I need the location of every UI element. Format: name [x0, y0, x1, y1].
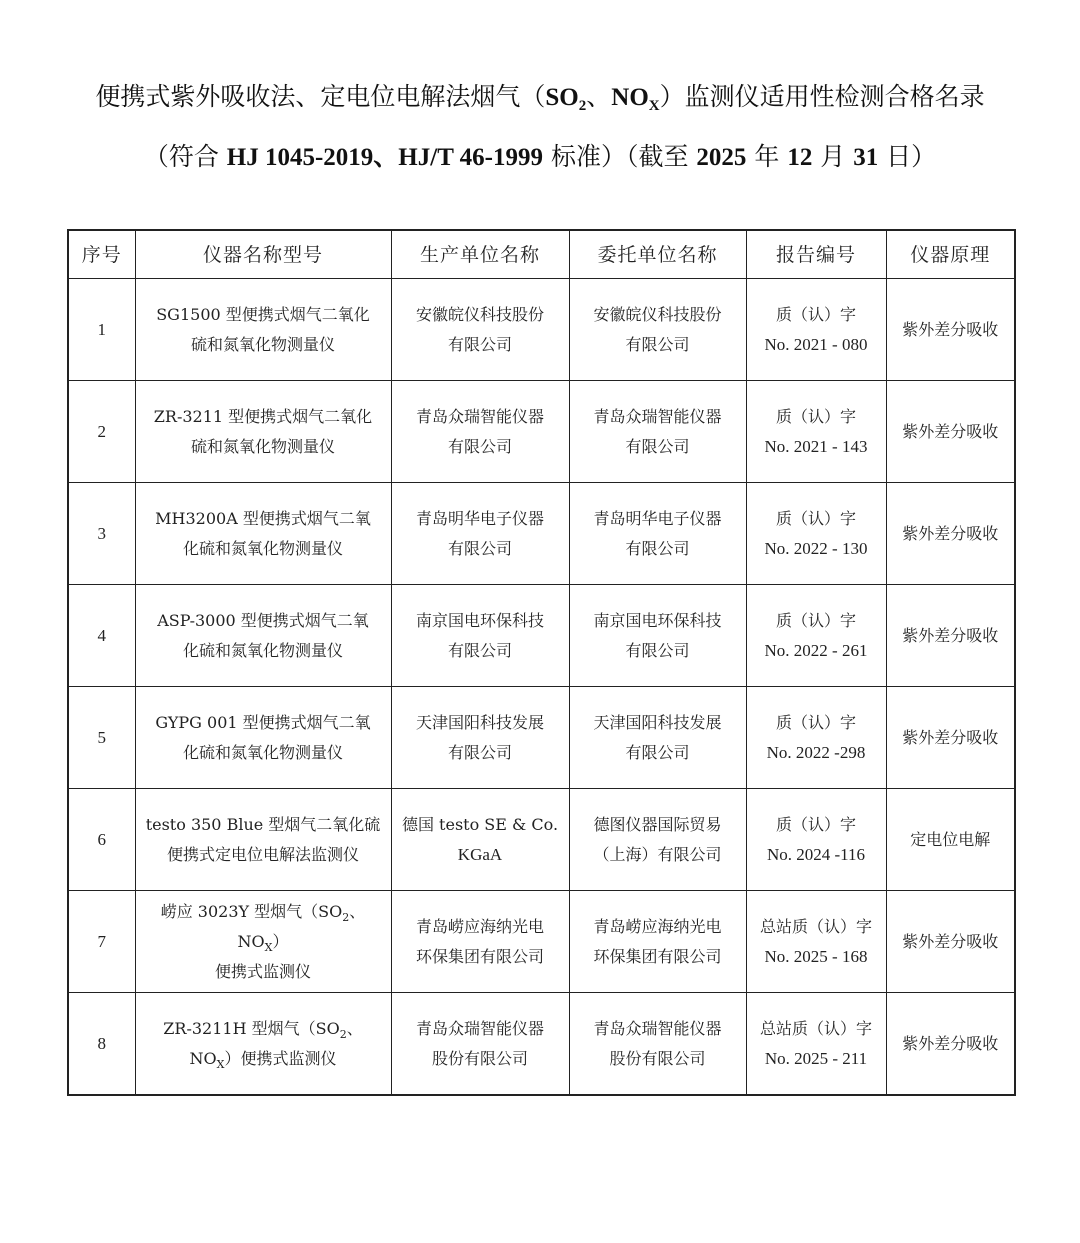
table-row: [68, 891, 1015, 993]
header-principle: 仪器原理: [886, 230, 1015, 279]
cell-line: No. 2024 -116: [766, 844, 866, 864]
cell-client: [569, 687, 746, 789]
cell-line: 总站质（认）字: [759, 1018, 872, 1038]
cell-line: 有限公司: [447, 334, 512, 354]
subtitle-text-d: 月: [812, 142, 854, 171]
cell-line: [142, 1014, 385, 1044]
cell-report-number: [746, 687, 886, 789]
cell-line: No. 2022 -298: [766, 742, 866, 762]
cell-line: 德国 testo SE & Co.: [401, 814, 559, 834]
name-text: ）便携式监测仪: [224, 1048, 337, 1068]
name-text: NO: [189, 1048, 217, 1068]
title-no: NO: [611, 84, 649, 111]
cell-principle: 紫外差分吸收: [886, 585, 1015, 687]
cell-line: 安徽皖仪科技股份: [415, 304, 544, 324]
cell-serial: 1: [68, 279, 135, 381]
table-row: [68, 993, 1015, 1096]
subtitle-standards: HJ 1045-2019、HJ/T 46-1999: [226, 144, 543, 171]
cell-line: 青岛崂应海纳光电: [415, 916, 544, 936]
subtitle-text-a: （符合: [143, 142, 227, 171]
cell-instrument-name: [135, 891, 391, 993]
cell-client: [569, 993, 746, 1096]
table-row: [68, 687, 1015, 789]
cell-instrument-name: [135, 381, 391, 483]
cell-line: 质（认）字: [775, 814, 856, 834]
cell-serial: 7: [68, 891, 135, 993]
cell-line: 有限公司: [625, 538, 690, 558]
title-sep: 、: [586, 82, 612, 111]
cell-line: KGaA: [457, 844, 503, 864]
cell-line: 环保集团有限公司: [415, 946, 544, 966]
cell-client: [569, 381, 746, 483]
subtitle-year: 2025: [696, 144, 747, 171]
table-row: [68, 483, 1015, 585]
cell-line: No. 2022 - 130: [764, 538, 868, 558]
name-text: ）: [272, 931, 289, 951]
cell-line: 青岛众瑞智能仪器: [415, 406, 544, 426]
cell-line: ASP-3000 型便携式烟气二氧: [157, 610, 369, 630]
cell-line: testo 350 Blue 型烟气二氧化硫: [145, 814, 381, 834]
title-so-sub: 2: [578, 98, 587, 114]
cell-line: 青岛众瑞智能仪器: [415, 1018, 544, 1038]
header-report-number: 报告编号: [746, 230, 886, 279]
header-instrument-name: 仪器名称型号: [135, 230, 391, 279]
cell-instrument-name: [135, 993, 391, 1096]
table-row: [68, 789, 1015, 891]
cell-serial: 4: [68, 585, 135, 687]
cell-report-number: [746, 993, 886, 1096]
cell-instrument-name: [135, 687, 391, 789]
cell-line: 有限公司: [625, 640, 690, 660]
cell-instrument-name: [135, 789, 391, 891]
cell-report-number: [746, 279, 886, 381]
table-row: [68, 279, 1015, 381]
name-sub: X: [264, 940, 273, 954]
cell-line: 股份有限公司: [431, 1048, 528, 1068]
table-row: [68, 585, 1015, 687]
cell-client: [569, 789, 746, 891]
header-client: 委托单位名称: [569, 230, 746, 279]
cell-instrument-name: [135, 279, 391, 381]
cell-serial: 8: [68, 993, 135, 1096]
cell-line: 南京国电环保科技: [593, 610, 722, 630]
cell-client: [569, 279, 746, 381]
cell-line: 有限公司: [447, 640, 512, 660]
cell-line: 便携式监测仪: [214, 961, 311, 981]
cell-line: 硫和氮氧化物测量仪: [190, 436, 335, 456]
cell-instrument-name: [135, 585, 391, 687]
cell-serial: 6: [68, 789, 135, 891]
cell-line: 便携式定电位电解法监测仪: [166, 844, 359, 864]
cell-line: No. 2025 - 211: [764, 1048, 868, 1068]
header-manufacturer: 生产单位名称: [391, 230, 569, 279]
cell-serial: 2: [68, 381, 135, 483]
cell-line: ZR-3211 型便携式烟气二氧化: [153, 406, 373, 426]
cell-line: 青岛明华电子仪器: [593, 508, 722, 528]
cell-line: 总站质（认）字: [759, 916, 872, 936]
cell-line: 南京国电环保科技: [415, 610, 544, 630]
cell-line: （上海）有限公司: [593, 844, 722, 864]
cell-line: No. 2021 - 143: [764, 436, 868, 456]
cell-manufacturer: [391, 687, 569, 789]
cell-line: 德图仪器国际贸易: [593, 814, 722, 834]
name-text: 、: [349, 901, 366, 921]
cell-line: 安徽皖仪科技股份: [593, 304, 722, 324]
title-so: SO: [545, 84, 579, 111]
cell-report-number: [746, 381, 886, 483]
cell-line: [142, 897, 385, 927]
cell-manufacturer: [391, 381, 569, 483]
cell-line: 有限公司: [625, 334, 690, 354]
cell-line: 青岛众瑞智能仪器: [593, 1018, 722, 1038]
cell-principle: 紫外差分吸收: [886, 993, 1015, 1096]
title-no-sub: X: [648, 98, 660, 114]
cell-line: 股份有限公司: [609, 1048, 706, 1068]
cell-line: No. 2021 - 080: [764, 334, 868, 354]
cell-line: 化硫和氮氧化物测量仪: [182, 742, 343, 762]
cell-line: 有限公司: [625, 436, 690, 456]
cell-manufacturer: [391, 483, 569, 585]
name-sub: X: [216, 1057, 225, 1071]
cell-principle: 紫外差分吸收: [886, 381, 1015, 483]
cell-line: 青岛明华电子仪器: [415, 508, 544, 528]
cell-line: 质（认）字: [775, 610, 856, 630]
name-text: 崂应 3023Y 型烟气（SO: [160, 901, 343, 921]
cell-line: 有限公司: [625, 742, 690, 762]
cell-line: [142, 1044, 385, 1074]
cell-report-number: [746, 483, 886, 585]
subtitle-month: 12: [787, 144, 813, 171]
cell-manufacturer: [391, 993, 569, 1096]
cell-line: 天津国阳科技发展: [415, 712, 544, 732]
cell-line: 青岛崂应海纳光电: [593, 916, 722, 936]
name-sub: 2: [342, 910, 350, 924]
cell-report-number: [746, 789, 886, 891]
cell-manufacturer: [391, 585, 569, 687]
cell-principle: 紫外差分吸收: [886, 891, 1015, 993]
document-title: [0, 80, 1080, 115]
table-header-row: [68, 230, 1015, 279]
cell-serial: 5: [68, 687, 135, 789]
cell-line: 有限公司: [447, 538, 512, 558]
document-subtitle: [0, 140, 1080, 175]
subtitle-day: 31: [853, 144, 879, 171]
cell-principle: 定电位电解: [886, 789, 1015, 891]
cell-line: 青岛众瑞智能仪器: [593, 406, 722, 426]
cell-instrument-name: [135, 483, 391, 585]
subtitle-text-e: 日）: [878, 142, 937, 171]
cell-manufacturer: [391, 279, 569, 381]
cell-line: 天津国阳科技发展: [593, 712, 722, 732]
title-text-a: 便携式紫外吸收法、定电位电解法烟气（: [95, 82, 546, 111]
cell-line: 硫和氮氧化物测量仪: [190, 334, 335, 354]
cell-line: 化硫和氮氧化物测量仪: [182, 640, 343, 660]
cell-line: 质（认）字: [775, 406, 856, 426]
cell-line: 环保集团有限公司: [593, 946, 722, 966]
name-text: NO: [237, 931, 265, 951]
cell-client: [569, 585, 746, 687]
cell-line: 有限公司: [447, 742, 512, 762]
cell-principle: 紫外差分吸收: [886, 279, 1015, 381]
cell-client: [569, 891, 746, 993]
name-text: 、: [346, 1018, 363, 1038]
cell-line: GYPG 001 型便携式烟气二氧: [155, 712, 371, 732]
name-sub: 2: [339, 1027, 347, 1041]
cell-line: No. 2025 - 168: [764, 946, 868, 966]
cell-line: 有限公司: [447, 436, 512, 456]
cell-line: 质（认）字: [775, 712, 856, 732]
cell-manufacturer: [391, 891, 569, 993]
cell-principle: 紫外差分吸收: [886, 687, 1015, 789]
instrument-list-table: [67, 229, 1016, 1096]
cell-line: MH3200A 型便携式烟气二氧: [155, 508, 371, 528]
cell-report-number: [746, 585, 886, 687]
subtitle-text-c: 年: [746, 142, 788, 171]
subtitle-text-b: 标准）（截至: [543, 142, 697, 171]
cell-line: SG1500 型便携式烟气二氧化: [156, 304, 370, 324]
cell-serial: 3: [68, 483, 135, 585]
cell-line: 质（认）字: [775, 304, 856, 324]
name-text: ZR-3211H 型烟气（SO: [163, 1018, 340, 1038]
cell-manufacturer: [391, 789, 569, 891]
cell-report-number: [746, 891, 886, 993]
header-serial: 序号: [68, 230, 135, 279]
cell-line: 化硫和氮氧化物测量仪: [182, 538, 343, 558]
cell-line: [142, 927, 385, 957]
title-text-b: ）监测仪适用性检测合格名录: [659, 82, 985, 111]
table-row: [68, 381, 1015, 483]
cell-principle: 紫外差分吸收: [886, 483, 1015, 585]
cell-client: [569, 483, 746, 585]
cell-line: No. 2022 - 261: [764, 640, 868, 660]
cell-line: 质（认）字: [775, 508, 856, 528]
